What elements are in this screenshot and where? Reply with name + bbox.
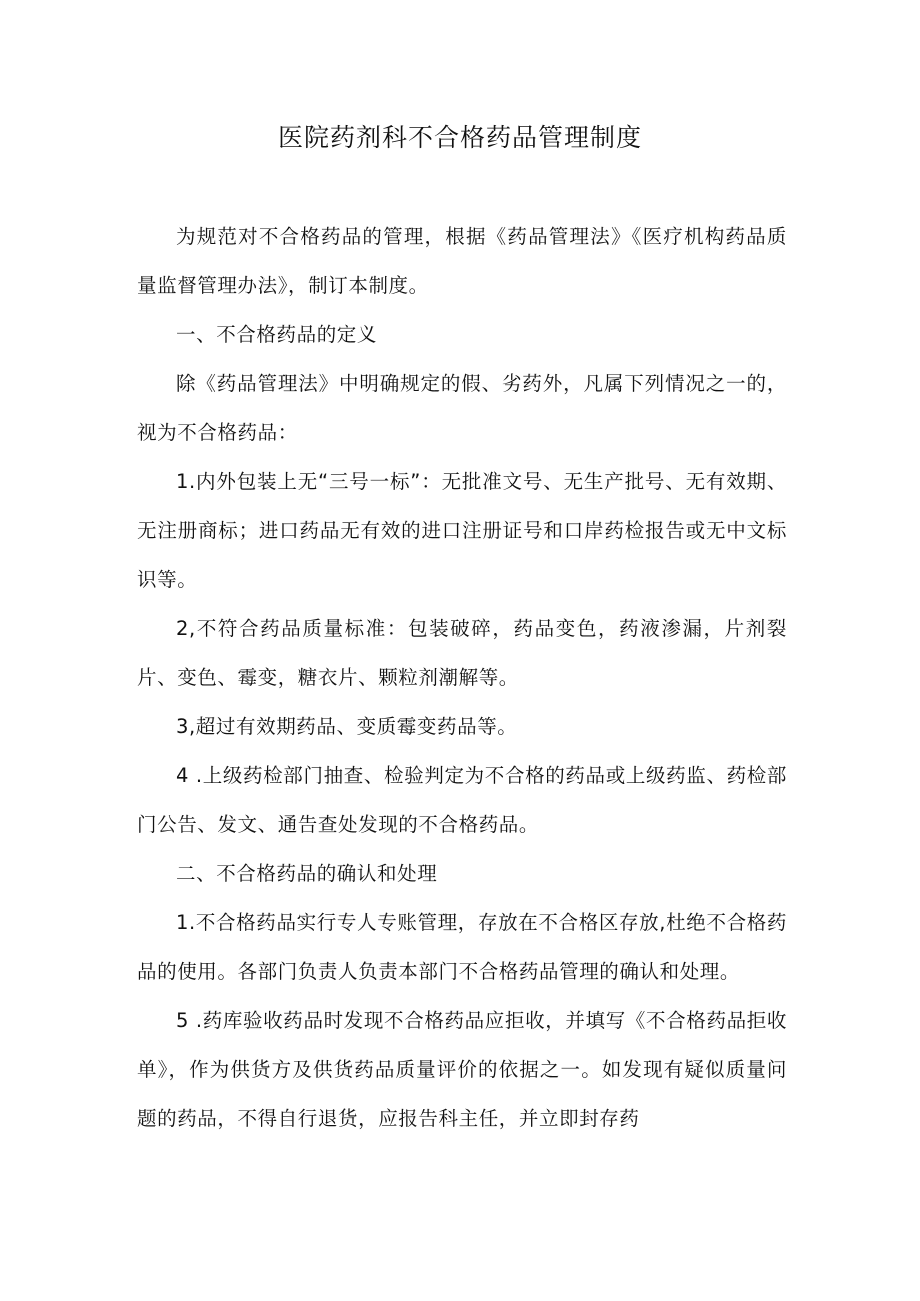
list-item-2: 2,不符合药品质量标准：包装破碎，药品变色，药液渗漏，片剂裂片、变色、霉变，糖衣片、颗粒剂潮解等。 <box>137 617 787 689</box>
list-item-handling-1: 1.不合格药品实行专人专账管理，存放在不合格区存放,杜绝不合格药品的使用。各部门负责人负责本部门不合格药品管理的确认和处理。 <box>137 911 787 983</box>
list-item-4: 4 .上级药检部门抽查、检验判定为不合格的药品或上级药监、药检部门公告、发文、通告查处发现的不合格药品。 <box>137 764 787 836</box>
section-heading-definition: 一、不合格药品的定义 <box>176 323 378 346</box>
paragraph-intro: 为规范对不合格药品的管理，根据《药品管理法》《医疗机构药品质量监督管理办法》，制订本制度。 <box>137 225 787 297</box>
list-item-3: 3,超过有效期药品、变质霉变药品等。 <box>176 715 518 738</box>
list-item-handling-5: 5 .药库验收药品时发现不合格药品应拒收，并填写《不合格药品拒收单》，作为供货方及供货药品质量评价的依据之一。如发现有疑似质量问题的药品，不得自行退货，应报告科主任，并立即封存药 <box>137 1009 787 1130</box>
document-body <box>137 212 787 1143</box>
section-heading-handling: 二、不合格药品的确认和处理 <box>176 862 438 885</box>
paragraph-definition-intro: 除《药品管理法》中明确规定的假、劣药外，凡属下列情况之一的，视为不合格药品： <box>137 372 787 444</box>
document-title: 医院药剂科不合格药品管理制度 <box>277 123 642 152</box>
list-item-1: 1.内外包装上无“三号一标”：无批准文号、无生产批号、无有效期、无注册商标；进口药品无有效的进口注册证号和口岸药检报告或无中文标识等。 <box>137 470 787 591</box>
